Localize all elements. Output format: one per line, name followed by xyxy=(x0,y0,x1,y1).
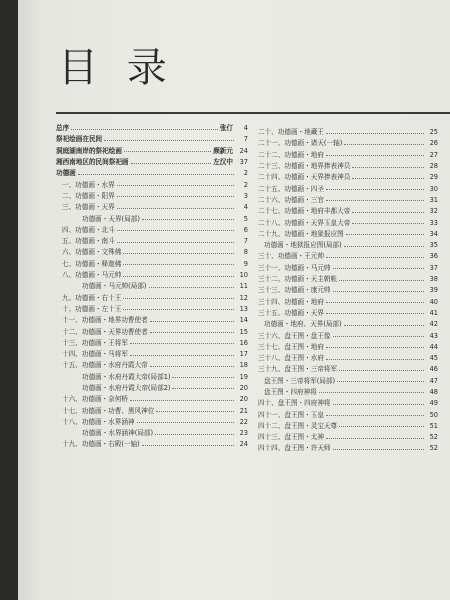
toc-entry-label: 三十一、功德画・马元帅 xyxy=(258,263,331,272)
toc-entry-page-number: 31 xyxy=(429,195,438,204)
dot-leader xyxy=(326,356,424,360)
toc-entry xyxy=(258,443,438,454)
toc-entry-label: 二十、功德画・地藏王 xyxy=(258,128,324,137)
toc-entry-page-number: 45 xyxy=(429,354,438,363)
dot-leader xyxy=(344,141,424,145)
toc-entry-author: 张仃 xyxy=(219,124,233,133)
toc-entry-page-number: 22 xyxy=(239,417,248,426)
dot-leader xyxy=(150,363,234,367)
toc-entry-label: 总序 xyxy=(56,124,70,133)
toc-entry-label: 三、功德画・天界 xyxy=(62,203,115,212)
toc-entry-label: 六、功德画・文殊佛 xyxy=(62,248,122,257)
toc-entry-label: 四十四、盘王图・许天师 xyxy=(258,444,331,453)
toc-entry-page-number: 42 xyxy=(429,320,438,329)
toc-entry-page-number: 23 xyxy=(239,429,248,438)
dot-leader xyxy=(326,310,424,314)
toc-entry xyxy=(258,183,438,194)
toc-entry-label: 二十四、功德画・天界捧表神员 xyxy=(258,173,351,182)
toc-entry-page-number: 37 xyxy=(239,158,248,167)
toc-entry-page-number: 18 xyxy=(239,361,248,370)
toc-entry xyxy=(56,405,248,416)
toc-entry-label: 盘王图・三帝将军(局部) xyxy=(264,376,336,385)
toc-entry-label: 湘西南地区的民间祭祀画 xyxy=(56,158,129,167)
toc-entry xyxy=(258,229,438,240)
toc-entry-page-number: 41 xyxy=(429,308,438,317)
toc-entry-page-number: 26 xyxy=(429,139,438,148)
toc-entry-label: 功德画 xyxy=(56,169,76,178)
toc-entry-page-number: 32 xyxy=(429,207,438,216)
dot-leader xyxy=(326,344,424,348)
dot-leader xyxy=(104,137,234,141)
dot-leader xyxy=(344,322,424,326)
toc-entry-label: 十四、功德画・马将军 xyxy=(62,350,128,359)
toc-entry-page-number: 29 xyxy=(429,173,438,182)
toc-entry xyxy=(56,338,248,349)
dot-leader xyxy=(352,175,424,179)
dot-leader xyxy=(130,352,234,356)
toc-entry xyxy=(258,150,438,161)
toc-entry-label: 四十一、盘王图・玉皇 xyxy=(258,410,324,419)
toc-entry-label: 三十九、盘王图・三帝将军 xyxy=(258,365,338,374)
dot-leader xyxy=(339,423,424,427)
toc-entry-label: 五、功德画・南斗 xyxy=(62,237,115,246)
toc-entry-label: 四十三、盘王图・太神 xyxy=(258,433,324,442)
toc-entry-page-number: 13 xyxy=(239,304,248,313)
toc-entry xyxy=(56,236,248,247)
toc-entry-label: 十八、功德画・水界涵神 xyxy=(62,417,135,426)
toc-entry-label: 十九、功德画・右殿(一轴) xyxy=(62,440,140,449)
toc-entry-label: 二十八、功德画・天界玉皇大帝 xyxy=(258,218,351,227)
toc-entry-label: 四、功德画・北斗 xyxy=(62,225,115,234)
toc-entry-page-number: 25 xyxy=(429,128,438,137)
toc-entry-page-number: 28 xyxy=(429,162,438,171)
toc-entry-page-number: 6 xyxy=(243,225,248,234)
dot-leader xyxy=(123,306,234,310)
toc-entry xyxy=(56,349,248,360)
toc-entry xyxy=(258,421,438,432)
toc-entry-label: 九、功德画・右十王 xyxy=(62,293,122,302)
toc-entry-page-number: 33 xyxy=(429,218,438,227)
dot-leader xyxy=(149,284,235,288)
book-page xyxy=(18,0,450,600)
toc-entry-label: 十六、功德画・奈何桥 xyxy=(62,395,128,404)
toc-entry-page-number: 44 xyxy=(429,342,438,351)
toc-entry-page-number: 36 xyxy=(429,252,438,261)
toc-entry-page-number: 30 xyxy=(429,184,438,193)
dot-leader xyxy=(155,431,234,435)
toc-entry-label: 祭祀绘画在民间 xyxy=(56,135,103,144)
dot-leader xyxy=(123,261,234,265)
toc-entry-label: 十一、功德画・地界功曹使者 xyxy=(62,316,148,325)
toc-entry-page-number: 40 xyxy=(429,297,438,306)
toc-entry-label: 七、功德画・释迦佛 xyxy=(62,259,122,268)
toc-entry xyxy=(258,240,438,251)
toc-entry xyxy=(56,168,248,179)
toc-entry-page-number: 14 xyxy=(239,316,248,325)
dot-leader xyxy=(319,389,424,393)
toc-entry-page-number: 11 xyxy=(239,282,248,291)
toc-entry xyxy=(258,353,438,364)
toc-entry-page-number: 4 xyxy=(243,124,248,133)
toc-entry-page-number: 2 xyxy=(243,180,248,189)
toc-entry-label: 洞庭湖南岸的祭祀绘画 xyxy=(56,146,122,155)
toc-entry-page-number: 49 xyxy=(429,399,438,408)
dot-leader xyxy=(142,442,234,446)
dot-leader xyxy=(344,243,424,247)
toc-entry-page-number: 37 xyxy=(429,263,438,272)
toc-entry xyxy=(258,274,438,285)
toc-entry xyxy=(258,342,438,353)
dot-leader xyxy=(117,227,234,231)
toc-entry xyxy=(56,179,248,190)
toc-entry-label: 三十二、功德画・天主朝帐 xyxy=(258,275,338,284)
toc-entry xyxy=(56,213,248,224)
toc-entry-label: 功德画・水府丹霞大帝(局部2) xyxy=(82,384,171,392)
dot-leader xyxy=(71,126,218,130)
toc-entry-page-number: 3 xyxy=(243,191,248,200)
toc-entry-label: 四十二、盘王图・灵宝天尊 xyxy=(258,421,338,430)
dot-leader xyxy=(150,329,234,333)
toc-entry-page-number: 16 xyxy=(239,338,248,347)
toc-entry xyxy=(258,138,438,149)
toc-entry-page-number: 19 xyxy=(239,372,248,381)
toc-right-column xyxy=(258,127,438,455)
dot-leader xyxy=(150,318,234,322)
toc-entry xyxy=(258,217,438,228)
toc-entry xyxy=(56,146,248,157)
toc-entry-page-number: 51 xyxy=(429,421,438,430)
toc-entry-page-number: 24 xyxy=(239,146,248,155)
toc-entry xyxy=(258,432,438,443)
dot-leader xyxy=(326,435,424,439)
toc-entry-label: 功德画・地狱报应图(局部) xyxy=(264,241,342,250)
toc-entry-author: 颜新元 xyxy=(213,146,233,155)
toc-entry-page-number: 17 xyxy=(239,350,248,359)
toc-entry xyxy=(56,259,248,270)
toc-entry xyxy=(56,439,248,450)
toc-entry-page-number: 2 xyxy=(243,169,248,178)
toc-entry-page-number: 34 xyxy=(429,229,438,238)
toc-entry-page-number: 7 xyxy=(243,135,248,144)
toc-entry xyxy=(56,394,248,405)
dot-leader xyxy=(123,273,234,277)
dot-leader xyxy=(123,295,234,299)
dot-leader xyxy=(326,186,424,190)
dot-leader xyxy=(117,193,234,197)
toc-entry xyxy=(258,398,438,409)
toc-entry-page-number: 7 xyxy=(243,237,248,246)
toc-entry xyxy=(56,191,248,202)
toc-entry xyxy=(258,195,438,206)
toc-entry-label: 功德画・水府丹霞大帝(局部1) xyxy=(82,372,171,381)
dot-leader xyxy=(326,412,424,416)
toc-entry-label: 二、功德画・阳界 xyxy=(62,191,115,200)
toc-entry-page-number: 21 xyxy=(239,406,248,415)
toc-entry xyxy=(258,319,438,330)
toc-entry-label: 二十六、功德画・三官 xyxy=(258,195,324,204)
toc-entry xyxy=(56,326,248,337)
toc-entry-page-number: 20 xyxy=(239,395,248,404)
toc-entry-label: 十三、功德画・王将军 xyxy=(62,338,128,347)
dot-leader xyxy=(137,419,234,423)
toc-entry-label: 十二、功德画・天界功曹使者 xyxy=(62,327,148,336)
toc-entry-page-number: 52 xyxy=(429,444,438,453)
dot-leader xyxy=(130,397,234,401)
dot-leader xyxy=(156,408,234,412)
dot-leader xyxy=(333,446,424,450)
toc-entry-label: 三十三、功德画・康元帅 xyxy=(258,286,331,295)
toc-entry xyxy=(56,372,248,383)
dot-leader xyxy=(117,182,234,186)
toc-entry xyxy=(56,270,248,281)
page-title: 目 录 xyxy=(58,45,175,91)
dot-leader xyxy=(117,205,234,209)
toc-entry xyxy=(56,134,248,145)
dot-leader xyxy=(124,148,211,152)
toc-entry xyxy=(258,127,438,138)
toc-entry-page-number: 8 xyxy=(243,248,248,257)
toc-entry-label: 盘王图・四府神将 xyxy=(264,388,317,396)
toc-entry-label: 二十九、功德画・地狱报应图 xyxy=(258,229,344,238)
toc-entry-author: 左汉中 xyxy=(213,158,233,167)
toc-entry-label: 十五、功德画・水府丹霞大帝 xyxy=(62,361,148,370)
toc-entry-label: 功德画・天界(局部) xyxy=(82,214,140,223)
toc-entry-page-number: 27 xyxy=(429,150,438,159)
toc-left-column xyxy=(56,123,248,451)
toc-entry-label: 二十一、功德画・诸天(一轴) xyxy=(258,139,343,148)
toc-entry-page-number: 12 xyxy=(239,293,248,302)
toc-entry-page-number: 9 xyxy=(243,259,248,268)
toc-entry xyxy=(258,308,438,319)
toc-entry-page-number: 50 xyxy=(429,410,438,419)
toc-entry xyxy=(56,225,248,236)
toc-entry xyxy=(258,206,438,217)
dot-leader xyxy=(123,250,234,254)
toc-entry-label: 二十三、功德画・地界捧表神员 xyxy=(258,162,351,171)
dot-leader xyxy=(352,220,424,224)
toc-entry-page-number: 38 xyxy=(429,275,438,284)
toc-entry-page-number: 35 xyxy=(429,241,438,250)
toc-entry-page-number: 52 xyxy=(429,433,438,442)
toc-entry-label: 二十二、功德画・地府 xyxy=(258,150,324,159)
toc-entry xyxy=(56,315,248,326)
toc-entry xyxy=(258,251,438,262)
toc-entry xyxy=(56,428,248,439)
toc-entry-page-number: 43 xyxy=(429,331,438,340)
toc-entry-page-number: 20 xyxy=(239,384,248,392)
toc-entry xyxy=(258,296,438,307)
toc-entry xyxy=(258,387,438,398)
toc-entry xyxy=(56,417,248,428)
dot-leader xyxy=(131,160,212,164)
toc-entry-label: 四十、盘王图・四府神将 xyxy=(258,399,331,408)
toc-entry-page-number: 46 xyxy=(429,365,438,374)
toc-entry xyxy=(258,285,438,296)
dot-leader xyxy=(333,333,424,337)
dot-leader xyxy=(326,299,424,303)
dot-leader xyxy=(333,401,424,405)
dot-leader xyxy=(130,340,234,344)
toc-entry xyxy=(56,304,248,315)
dot-leader xyxy=(333,288,424,292)
toc-entry-page-number: 48 xyxy=(429,388,438,396)
dot-leader xyxy=(326,152,424,156)
title-divider xyxy=(56,112,450,114)
toc-entry-page-number: 24 xyxy=(239,440,248,449)
toc-entry xyxy=(56,383,248,394)
toc-entry xyxy=(56,247,248,258)
toc-entry-page-number: 15 xyxy=(239,327,248,336)
toc-entry-label: 十七、功德画・功曹、黑风神位 xyxy=(62,406,155,415)
dot-leader xyxy=(78,171,234,175)
toc-entry-page-number: 4 xyxy=(243,203,248,212)
toc-entry xyxy=(258,263,438,274)
toc-entry xyxy=(56,281,248,292)
toc-entry xyxy=(258,364,438,375)
toc-entry-label: 三十六、盘王图・盘王像 xyxy=(258,331,331,340)
dot-leader xyxy=(326,197,424,201)
toc-entry-label: 八、功德画・马元帅 xyxy=(62,271,122,280)
toc-entry xyxy=(258,172,438,183)
toc-entry xyxy=(56,292,248,303)
toc-entry-label: 二十七、功德画・地府丰都大帝 xyxy=(258,207,351,216)
dot-leader xyxy=(333,265,424,269)
dot-leader xyxy=(172,374,234,378)
toc-entry xyxy=(258,161,438,172)
toc-entry xyxy=(56,202,248,213)
dot-leader xyxy=(172,385,234,389)
toc-entry xyxy=(258,376,438,387)
toc-entry xyxy=(258,409,438,420)
toc-entry-label: 功德画・水界涵神(局部) xyxy=(82,429,154,438)
toc-entry-label: 功德画・马元帅(局部) xyxy=(82,282,147,291)
toc-entry-label: 三十、功德画・王元帅 xyxy=(258,252,324,261)
dot-leader xyxy=(326,130,424,134)
dot-leader xyxy=(352,209,424,213)
toc-entry-label: 二十五、功德画・四圣 xyxy=(258,184,324,193)
dot-leader xyxy=(142,216,234,220)
toc-entry-label: 一、功德画・水界 xyxy=(62,180,115,189)
dot-leader xyxy=(337,378,424,382)
toc-entry-label: 十、功德画・左十王 xyxy=(62,304,122,313)
toc-entry-label: 功德画・地府、天界(局部) xyxy=(264,320,342,329)
dot-leader xyxy=(352,164,424,168)
toc-entry xyxy=(56,360,248,371)
dot-leader xyxy=(326,254,424,258)
toc-entry xyxy=(56,123,248,134)
toc-entry-label: 三十八、盘王图・水府 xyxy=(258,354,324,363)
toc-entry xyxy=(56,157,248,168)
dot-leader xyxy=(117,239,234,243)
toc-entry-label: 三十四、功德画・地府 xyxy=(258,297,324,306)
toc-entry-page-number: 47 xyxy=(429,376,438,385)
dot-leader xyxy=(339,277,424,281)
toc-entry-label: 三十五、功德画・天界 xyxy=(258,308,324,317)
toc-entry-page-number: 10 xyxy=(239,271,248,280)
toc-entry-page-number: 5 xyxy=(243,214,248,223)
dot-leader xyxy=(346,231,424,235)
dot-leader xyxy=(339,367,424,371)
toc-entry-label: 三十七、盘王图・地府 xyxy=(258,342,324,351)
toc-entry xyxy=(258,330,438,341)
toc-entry-page-number: 39 xyxy=(429,286,438,295)
